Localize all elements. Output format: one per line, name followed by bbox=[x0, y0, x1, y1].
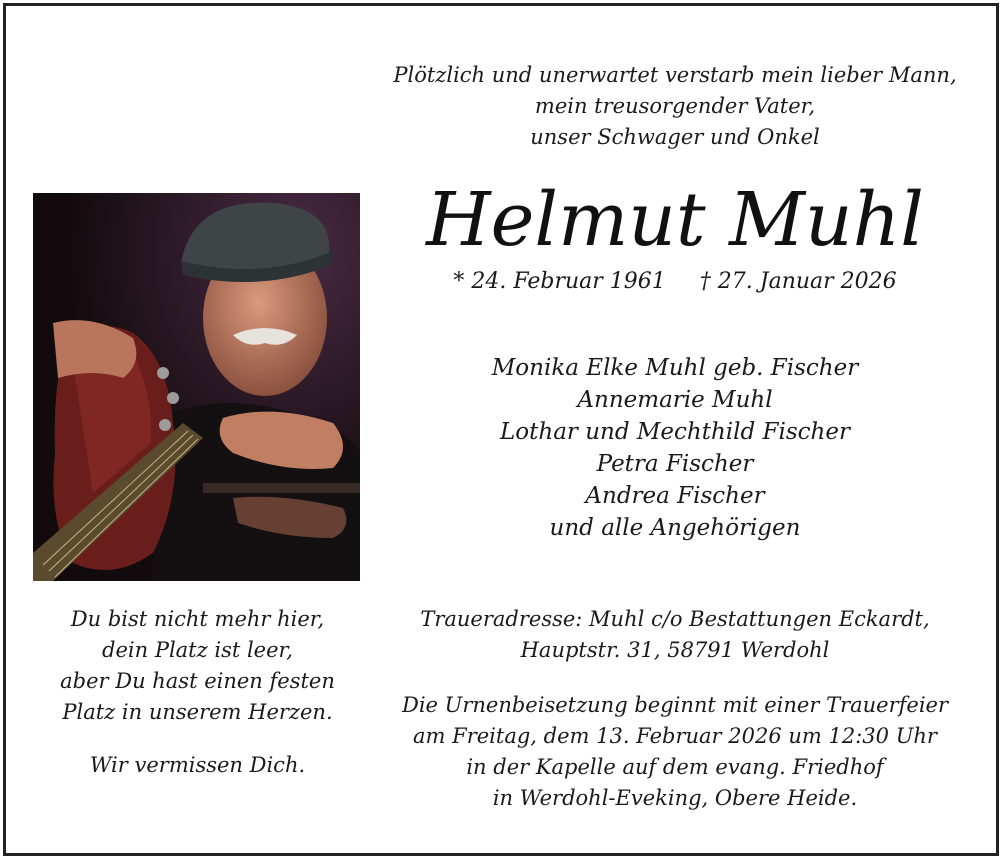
family-member: Lothar und Mechthild Fischer bbox=[500, 419, 850, 445]
service-line: Die Urnenbeisetzung beginnt mit einer Trauerfeier bbox=[401, 693, 949, 717]
address-line: Traueradresse: Muhl c/o Bestattungen Eckardt, bbox=[420, 607, 930, 631]
poem bbox=[35, 604, 360, 728]
poem-line: Platz in unserem Herzen. bbox=[62, 700, 333, 724]
family-member: Andrea Fischer bbox=[585, 483, 765, 509]
intro-line: unser Schwager und Onkel bbox=[530, 125, 820, 149]
family-member: Petra Fischer bbox=[596, 451, 754, 477]
portrait-photo bbox=[33, 193, 360, 581]
closing-line: Wir vermissen Dich. bbox=[89, 753, 306, 777]
intro-line: mein treusorgender Vater, bbox=[534, 94, 816, 118]
service-line: in der Kapelle auf dem evang. Friedhof bbox=[466, 755, 884, 779]
life-dates bbox=[380, 267, 970, 297]
service-line: in Werdohl-Eveking, Obere Heide. bbox=[492, 786, 858, 810]
family-list bbox=[380, 352, 970, 544]
poem-line: aber Du hast einen festen bbox=[60, 669, 335, 693]
family-member: und alle Angehörigen bbox=[549, 515, 801, 541]
family-member: Monika Elke Muhl geb. Fischer bbox=[491, 355, 859, 381]
intro-line: Plötzlich und unerwartet verstarb mein lieber Mann, bbox=[393, 63, 957, 87]
death-date: † 27. Januar 2026 bbox=[699, 269, 897, 294]
service-line: am Freitag, dem 13. Februar 2026 um 12:30 Uhr bbox=[413, 724, 937, 748]
portrait-illustration bbox=[33, 193, 360, 581]
poem-line: dein Platz ist leer, bbox=[102, 638, 293, 662]
deceased-name: Helmut Muhl bbox=[426, 177, 924, 263]
family-member: Annemarie Muhl bbox=[577, 387, 773, 413]
intro-text bbox=[380, 60, 970, 153]
poem-line: Du bist nicht mehr hier, bbox=[70, 607, 325, 631]
address-line: Hauptstr. 31, 58791 Werdohl bbox=[520, 638, 830, 662]
birth-date: * 24. Februar 1961 bbox=[453, 269, 666, 294]
service-info bbox=[380, 690, 970, 814]
mourning-address bbox=[380, 604, 970, 666]
